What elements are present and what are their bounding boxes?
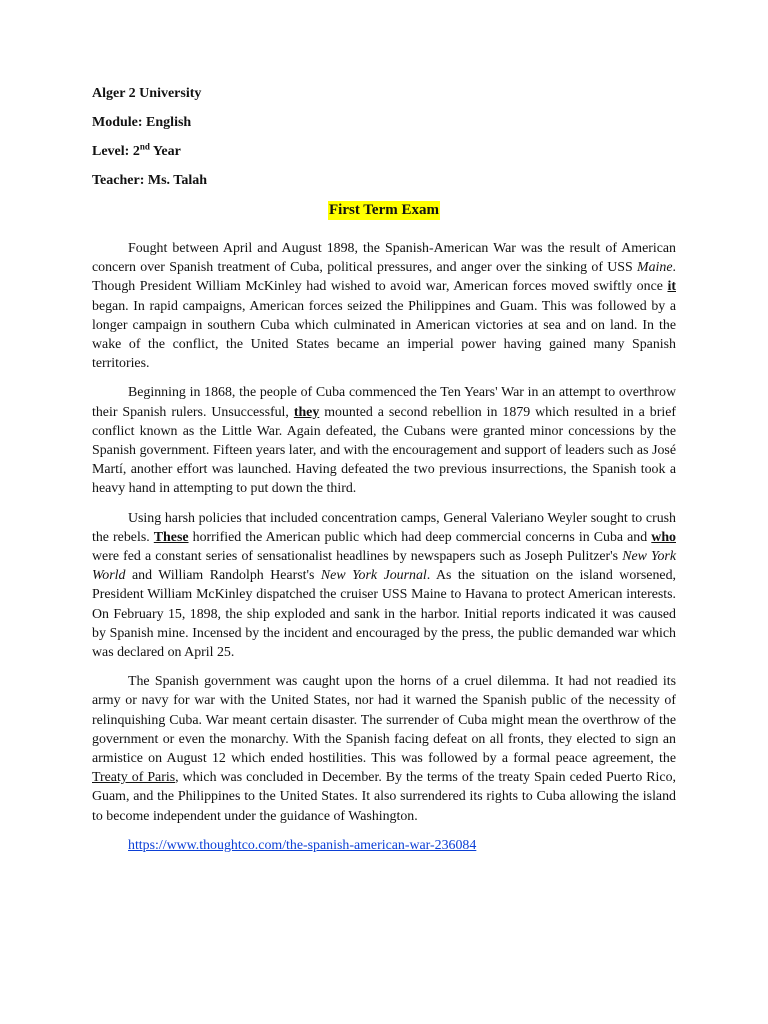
exam-title: First Term Exam <box>329 202 439 218</box>
p2-text-1: Beginning in 1868, the people of Cuba commenced the Ten Years' War in an attempt to overthrow their Spanish rulers. Unsuccessful, <box>92 385 676 420</box>
p3-new-york-world-italic: New York World <box>92 549 676 584</box>
p3-text-5: . As the situation on the island worsened, President William McKinley dispatched the cruiser USS Maine to Havana to protect American interests. On February 15, 1898, the ship exploded and sank in the harbor. Initial reports indicated it was caused by Spanish mine. Incensed by the incident and encouraged by the press, the public demanded war which was declared on April 25. <box>92 568 676 661</box>
level-superscript: nd <box>139 141 150 152</box>
p4-text-1: The Spanish government was caught upon the horns of a cruel dilemma. It had not readied its army or navy for war with the United States, nor had it warned the Spanish public of the necessity of relinquishing Cuba. War meant certain disaster. The surrender of Cuba might mean the overthrow of the government or even the monarchy. With the Spanish facing defeat on all fronts, they elected to sign an armistice on August 12 which ended hostilities. This was followed by a formal peace agreement, the <box>92 674 676 767</box>
level-suffix: Year <box>149 144 181 159</box>
p2-text-2: mounted a second rebellion in 1879 which resulted in a brief conflict known as the Little War. Again defeated, the Cubans were granted minor concessions by the Spanish government. Fifteen years later, and with the encouragement and support of leaders such as José Martí, another effort was launched. Having defeated the two previous insurrections, the Spanish took a heavy hand in attempting to put down the third. <box>92 404 676 497</box>
p1-text-3: began. In rapid campaigns, American forces seized the Philippines and Guam. This was followed by a longer campaign in southern Cuba which culminated in American victories at sea and on land. In the wake of the conflict, the United States became an imperial power having gained many Spanish territories. <box>92 298 676 372</box>
p1-text-1: Fought between April and August 1898, the Spanish-American War was the result of American concern over Spanish treatment of Cuba, political pressures, and anger over the sinking of USS <box>92 241 676 276</box>
teacher-line: Teacher: Ms. Talah <box>92 173 207 188</box>
level-prefix: Level: 2 <box>92 144 140 159</box>
p3-text-1: Using harsh policies that included concentration camps, General Valeriano Weyler sought to crush the rebels. <box>92 510 676 545</box>
reading-passage <box>92 239 676 855</box>
source-link[interactable]: https://www.thoughtco.com/the-spanish-american-war-236084 <box>128 837 477 853</box>
source-line <box>92 836 676 855</box>
paragraph-4 <box>92 672 676 826</box>
p3-text-4: and William Randolph Hearst's <box>125 568 321 584</box>
reference-word-who: who <box>651 529 676 545</box>
paragraph-1 <box>92 239 676 373</box>
level-line <box>92 143 492 161</box>
p4-text-2: , which was concluded in December. By the terms of the treaty Spain ceded Puerto Rico, Guam, and the Philippines to the United States. It also surrendered its rights to Cuba allowing the island to become independent under the guidance of Washington. <box>92 770 676 824</box>
reference-word-it: it <box>667 279 676 295</box>
p3-text-2: horrified the American public which had deep commercial concerns in Cuba and <box>188 529 652 545</box>
p1-text-2: . Though President William McKinley had wished to avoid war, American forces moved swiftly once <box>92 260 676 295</box>
p1-maine-italic: Maine <box>637 260 673 276</box>
treaty-of-paris-underlined: Treaty of Paris <box>92 770 176 786</box>
university-name: Alger 2 University <box>92 86 202 101</box>
paragraph-3 <box>92 509 676 663</box>
paragraph-2 <box>92 383 676 498</box>
p3-new-york-journal-italic: New York Journal <box>320 568 427 584</box>
exam-header <box>92 85 492 201</box>
title-row <box>0 201 768 220</box>
reference-word-they: they <box>293 404 320 420</box>
p3-text-3: were fed a constant series of sensationalist headlines by newspapers such as Joseph Pulitzer's <box>92 549 623 565</box>
module-line: Module: English <box>92 115 192 130</box>
reference-word-these: These <box>153 529 189 545</box>
